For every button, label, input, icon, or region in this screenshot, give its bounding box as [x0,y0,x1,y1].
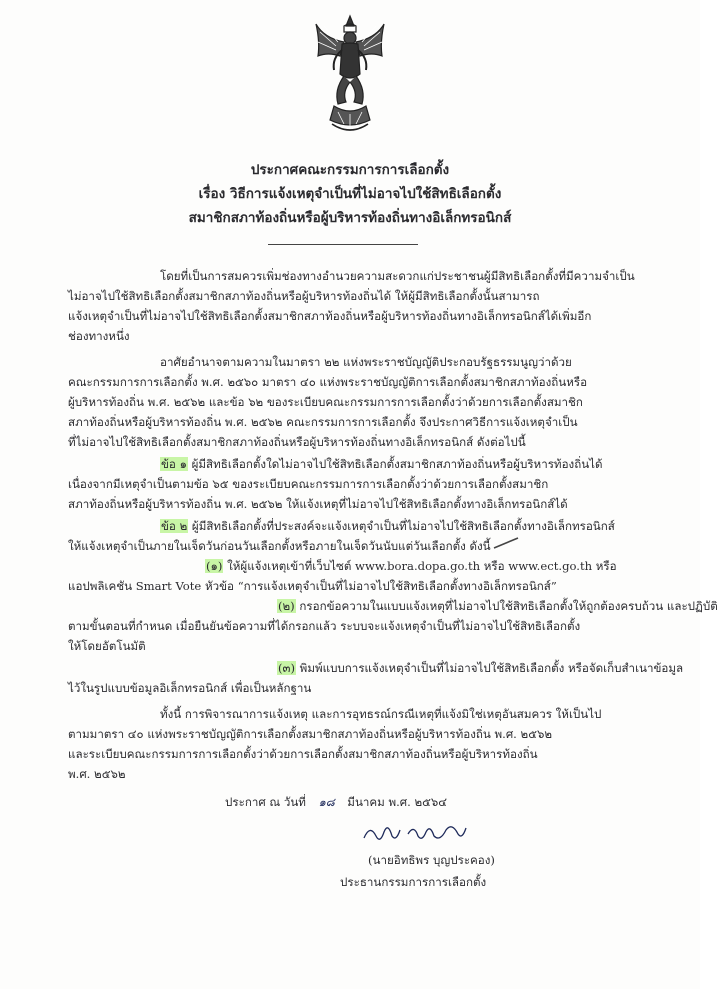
para3-line: ตามมาตรา ๔๐ แห่งพระราชบัญญัติการเลือกตั้งสมาชิกสภาท้องถิ่นหรือผู้บริหารท้องถิ่น พ.ศ. ๒๕๖๒ [68,727,552,741]
item1-cont: แอปพลิเคชัน Smart Vote หัวข้อ “การแจ้งเหตุจำเป็นที่ไม่อาจไปใช้สิทธิเลือกตั้งทางอิเล็กทรอนิกส์” [68,579,557,593]
item1-text: ให้ผู้แจ้งเหตุเข้าที่เว็บไซต์ www.bora.dopa.go.th หรือ www.ect.go.th หรือ [227,559,617,573]
handwritten-signature [360,818,470,848]
item1-label: (๑) [206,559,223,573]
signer-title: ประธานกรรมการการเลือกตั้ง [340,875,487,889]
para2-line: ที่ไม่อาจไปใช้สิทธิเลือกตั้งสมาชิกสภาท้องถิ่นหรือผู้บริหารท้องถิ่นทางอิเล็กทรอนิกส์ ดังต่อไปนี้ [68,435,526,449]
signer-name: (นายอิทธิพร บุญประคอง) [368,853,495,867]
item3-cont: ไว้ในรูปแบบข้อมูลอิเล็กทรอนิกส์ เพื่อเป็นหลักฐาน [68,681,312,695]
item2-line [277,598,718,614]
announcement-subject: เรื่อง วิธีการแจ้งเหตุจำเป็นที่ไม่อาจไปใช้สิทธิเลือกตั้ง [198,186,502,202]
para1-line: โดยที่เป็นการสมควรเพิ่มช่องทางอำนวยความสะดวกแก่ประชาชนผู้มีสิทธิเลือกตั้งที่มีความจำเป็น [160,269,635,283]
heading-divider [268,244,418,245]
para3-line: พ.ศ. ๒๕๖๒ [68,767,126,781]
clause1-label: ข้อ ๑ [161,457,187,471]
clause1-line: สภาท้องถิ่นหรือผู้บริหารท้องถิ่น พ.ศ. ๒๕๖๒ ให้แจ้งเหตุที่ไม่อาจไปใช้สิทธิเลือกตั้งทางอิเล็กทรอนิกส์ได้ [68,497,568,511]
item3-line [277,660,684,676]
para2-line: คณะกรรมการการเลือกตั้ง พ.ศ. ๒๕๖๐ มาตรา ๔๐ แห่งพระราชบัญญัติการเลือกตั้งสมาชิกสภาท้องถิ่นหรือ [68,375,588,389]
item2-cont: ให้โดยอัตโนมัติ [68,639,146,653]
clause2-label: ข้อ ๒ [161,519,188,533]
date-month-year: มีนาคม พ.ศ. ๒๕๖๔ [347,795,448,809]
date-prefix: ประกาศ ณ วันที่ [225,795,306,809]
clause2-first-line [160,518,640,534]
date-day: ๑๘ [318,795,335,809]
clause2-text: ผู้มีสิทธิเลือกตั้งที่ประสงค์จะแจ้งเหตุจำเป็นที่ไม่อาจไปใช้สิทธิเลือกตั้งทางอิเล็กทรอนิกส์ [191,519,615,533]
clause2-line: ให้แจ้งเหตุจำเป็นภายในเจ็ดวันก่อนวันเลือกตั้งหรือภายในเจ็ดวันนับแต่วันเลือกตั้ง ดังนี้ [68,539,491,553]
para2-line: ผู้บริหารท้องถิ่น พ.ศ. ๒๕๖๒ และข้อ ๖๒ ของระเบียบคณะกรรมการการเลือกตั้งว่าด้วยการเลือกตั้งสมาชิก [68,395,583,409]
announcement-date [225,794,447,810]
para3-line: และระเบียบคณะกรรมการการเลือกตั้งว่าด้วยการเลือกตั้งสมาชิกสภาท้องถิ่นหรือผู้บริหารท้องถิ่น [68,747,538,761]
pen-stroke-mark [492,536,522,550]
item2-label: (๒) [278,599,295,613]
item3-text: พิมพ์แบบการแจ้งเหตุจำเป็นที่ไม่อาจไปใช้สิทธิเลือกตั้ง หรือจัดเก็บสำเนาข้อมูล [299,661,684,675]
clause1-text: ผู้มีสิทธิเลือกตั้งใดไม่อาจไปใช้สิทธิเลือกตั้งสมาชิกสภาท้องถิ่นหรือผู้บริหารท้องถิ่นได้ [191,457,603,471]
item3-label: (๓) [278,661,295,675]
clause1-line: เนื่องจากมีเหตุจำเป็นตามข้อ ๖๕ ของระเบียบคณะกรรมการการเลือกตั้งว่าด้วยการเลือกตั้งสมาชิก [68,477,549,491]
item2-cont: ตามขั้นตอนที่กำหนด เมื่อยืนยันข้อความที่ได้กรอกแล้ว ระบบจะแจ้งเหตุจำเป็นที่ไม่อาจไปใช้สิทธิเลือกตั้ง [68,619,581,633]
para2-line: สภาท้องถิ่นหรือผู้บริหารท้องถิ่น พ.ศ. ๒๕๖๒ คณะกรรมการการเลือกตั้ง จึงประกาศวิธีการแจ้งเหตุจำเป็น [68,415,578,429]
announcement-issuer: ประกาศคณะกรรมการการเลือกตั้ง [250,162,450,178]
para3-line: ทั้งนี้ การพิจารณาการแจ้งเหตุ และการอุทธรณ์กรณีเหตุที่แจ้งมิใช่เหตุอันสมควร ให้เป็นไป [160,707,602,721]
clause1-first-line [160,456,640,472]
para1-line: แจ้งเหตุจำเป็นที่ไม่อาจไปใช้สิทธิเลือกตั้งสมาชิกสภาท้องถิ่นหรือผู้บริหารท้องถิ่นทางอิเล็กทรอนิกส์ได้เพิ่มอีก [68,309,592,323]
para2-line: อาศัยอำนาจตามความในมาตรา ๒๒ แห่งพระราชบัญญัติประกอบรัฐธรรมนูญว่าด้วย [160,355,572,369]
garuda-emblem-icon [310,12,390,140]
item2-text: กรอกข้อความในแบบแจ้งเหตุที่ไม่อาจไปใช้สิทธิเลือกตั้งให้ถูกต้องครบถ้วน และปฏิบัติ [299,599,718,613]
para1-line: ช่องทางหนึ่ง [68,329,130,343]
announcement-subject-cont: สมาชิกสภาท้องถิ่นหรือผู้บริหารท้องถิ่นทางอิเล็กทรอนิกส์ [188,210,512,226]
item1-line [205,558,640,574]
para1-line: ไม่อาจไปใช้สิทธิเลือกตั้งสมาชิกสภาท้องถิ่นหรือผู้บริหารท้องถิ่นได้ ให้ผู้มีสิทธิเลือกตั้งนั้นสามารถ [68,289,540,303]
